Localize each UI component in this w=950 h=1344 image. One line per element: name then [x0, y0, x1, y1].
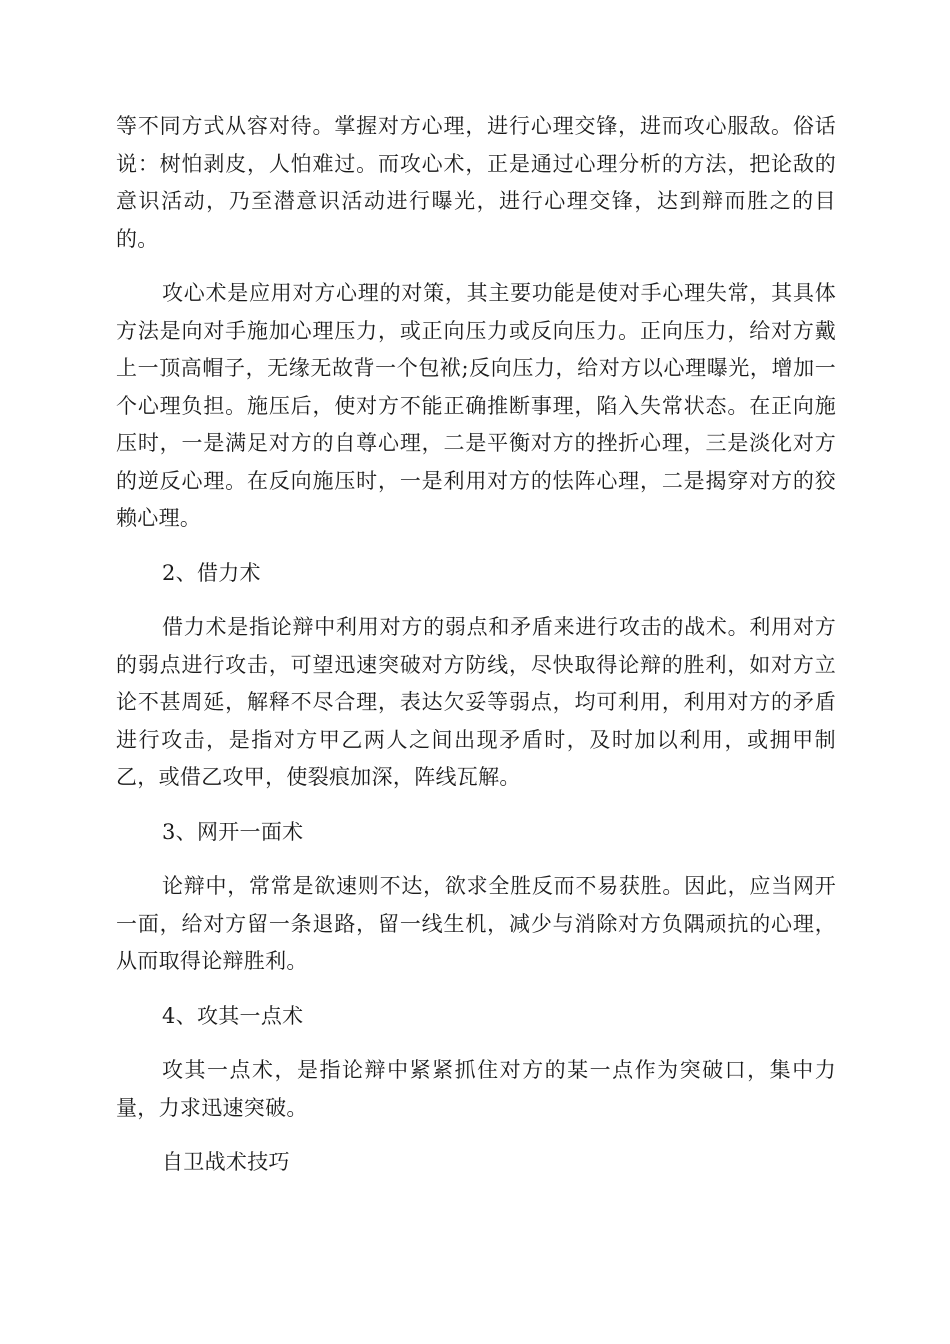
section-heading-attack-one-point: 4、攻其一点术 — [162, 1003, 304, 1028]
section-heading-leave-opening: 3、网开一面术 — [162, 819, 304, 844]
paragraph-borrow-force: 借力术是指论辩中利用对方的弱点和矛盾来进行攻击的战术。利用对方的弱点进行攻击，可望迅速突破对方防线，尽快取得论辩的胜利，如对方立论不甚周延，解释不尽合理，表达欠妥等弱点，均可利用，利用对方的矛盾进行攻击，是指对方甲乙两人之间出现矛盾时，及时加以利用，或拥甲制乙，或借乙攻甲，使裂痕加深，阵线瓦解。 — [116, 615, 836, 789]
paragraph-continued: 等不同方式从容对待。掌握对方心理，进行心理交锋，进而攻心服敌。俗话说：树怕剥皮，人怕难过。而攻心术，正是通过心理分析的方法，把论敌的意识活动，乃至潜意识活动进行曝光，进行心理交锋，达到辩而胜之的目的。 — [116, 114, 836, 251]
paragraph-attack-one-point: 攻其一点术，是指论辩中紧紧抓住对方的某一点作为突破口，集中力量，力求迅速突破。 — [116, 1058, 836, 1120]
section-heading-borrow-force: 2、借力术 — [162, 560, 261, 585]
document-body — [116, 108, 836, 1199]
paragraph-leave-opening: 论辩中，常常是欲速则不达，欲求全胜反而不易获胜。因此，应当网开一面，给对方留一条退路，留一线生机，减少与消除对方负隅顽抗的心理，从而取得论辩胜利。 — [116, 874, 836, 973]
paragraph-attack-mind: 攻心术是应用对方心理的对策，其主要功能是使对手心理失常，其具体方法是向对手施加心理压力，或正向压力或反向压力。正向压力，给对方戴上一顶高帽子，无缘无故背一个包袱;反向压力，给对方以心理曝光，增加一个心理负担。施压后，使对方不能正确推断事理，陷入失常状态。在正向施压时，一是满足对方的自尊心理，二是平衡对方的挫折心理，三是淡化对方的逆反心理。在反向施压时，一是利用对方的怯阵心理，二是揭穿对方的狡赖心理。 — [116, 281, 836, 530]
section-heading-self-defense: 自卫战术技巧 — [162, 1150, 290, 1174]
